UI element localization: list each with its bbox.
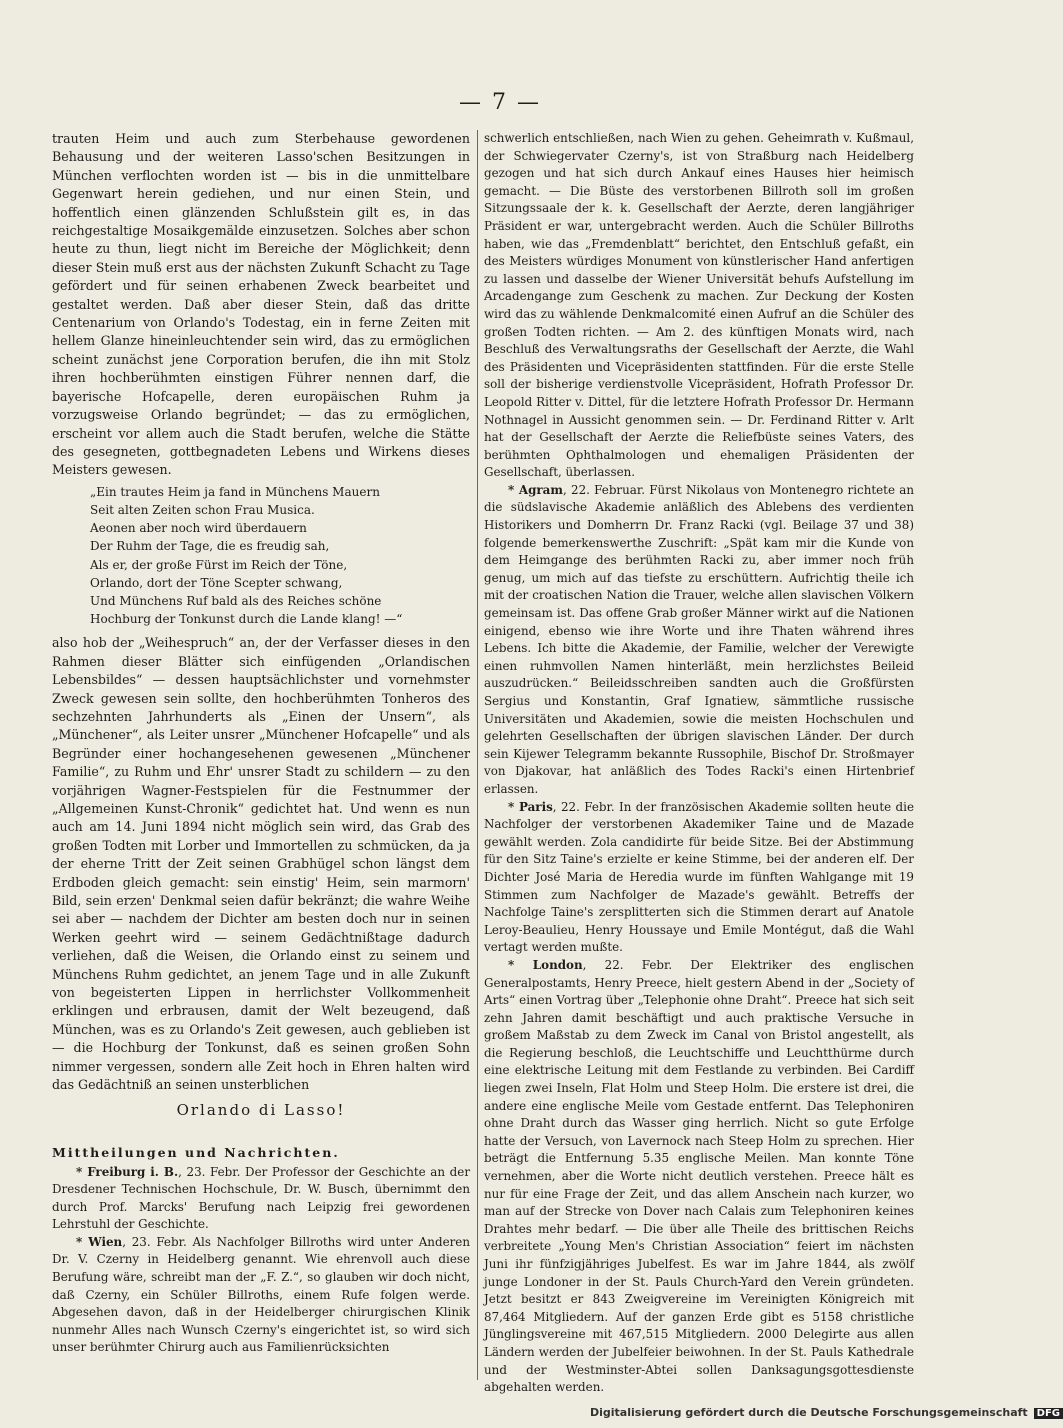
news-place: * Paris [508, 799, 553, 814]
news-item [484, 957, 914, 1397]
poem-line: Der Ruhm der Tage, die es freudig sah, [90, 539, 330, 554]
news-item [52, 1234, 470, 1357]
news-text: , 22. Febr. Der Elektriker des englischen Generalpostamts, Henry Preece, hielt gestern Abend in der „Society of Arts“ einen Vortrag über „Telephonie ohne Draht“. Preece hat sich seit zehn Jahren damit beschäftigt und auch praktische Versuche in großem Maßstab zu dem Zweck im Canal von Bristol angestellt, als die Regierung beschloß, die Leuchtschiffe und Leuchtthürme durch eine elektrische Leitung mit dem Festlande zu verbinden. Bei Cardiff liegen zwei Inseln, Flat Holm und Steep Holm. Die erstere ist drei, die andere eine englische Meile vom Gestade entfernt. Das Telephoniren ohne Draht durch das Wasser ging herrlich. Nicht so gute Erfolge hatte der Versuch, von Lavernock nach Steep Holm zu sprechen. Hier beträgt die Entfernung 5.35 englische Meilen. Man konnte Töne vernehmen, aber die Worte nicht deutlich verstehen. Preece hält es nur für eine Frage der Zeit, und das allem Anschein nach kurzer, wo man auf der Strecke von Dover nach Calais zum Telephoniren keines Drahtes mehr bedarf. — Die über alle Theile des brittischen Reichs verbreitete „Young Men's Christian Association“ feiert im nächsten Juni ihr fünfzigjähriges Jubelfest. Es war im Jahre 1844, als zwölf junge Londoner in der St. Pauls Church-Yard den Verein gründeten. Jetzt besitzt er 843 Zweigvereine im Vereinigten Königreich mit 87,464 Mitgliedern. Auf der ganzen Erde gibt es 5158 christliche Jünglingsvereine mit 467,515 Mitgliedern. 2000 Delegirte aus allen Ländern werden der Jubelfeier beiwohnen. In der St. Pauls Kathedrale und der Westminster-Abtei sollen Danksagungsgottesdienste abgehalten werden. [484, 957, 914, 1395]
footer-text: Digitalisierung gefördert durch die Deutsche Forschungsgemeinschaft [590, 1406, 1028, 1419]
news-place: * Agram [508, 482, 563, 497]
page-number: — 7 — [459, 90, 541, 115]
news-text: , 22. Febr. In der französischen Akademie sollten heute die Nachfolger der verstorbenen Akademiker Taine und de Mazade gewählt werden. Zola candidirte für beide Sitze. Bei der Abstimmung für den Sitz Taine's erzielte er keine Stimme, bei der anderen elf. Der Dichter José Maria de Heredia wurde im fünften Wahlgange mit 19 Stimmen zum Nachfolger de Mazade's gewählt. Betreffs der Nachfolge Taine's zersplitterten sich die Stimmen derart auf Anatole Leroy-Beaulieu, Henry Houssaye und Emile Montégut, daß die Wahl vertagt werden mußte. [484, 799, 914, 955]
news-item [484, 799, 914, 957]
poem [90, 483, 470, 629]
right-column [484, 130, 914, 1397]
poem-line: Hochburg der Tonkunst durch die Lande klang! —“ [90, 612, 403, 627]
continuation-paragraph: schwerlich entschließen, nach Wien zu gehen. Geheimrath v. Kußmaul, der Schwiegervater Czerny's, ist von Straßburg nach Heidelberg gezogen und hat sich durch Ankauf eines Hauses hier heimisch gemacht. — Die Büste des verstorbenen Billroth soll im großen Sitzungssaale der k. k. Gesellschaft der Aerzte, deren langjähriger Präsident er war, untergebracht werden. Auch die Schüler Billroths haben, wie das „Fremdenblatt“ berichtet, den Entschluß gefaßt, ein des Meisters würdiges Monument von künstlerischer Hand anfertigen zu lassen und dasselbe der Wiener Universität behufs Aufstellung im Arcadengange zum Geschenk zu machen. Zur Deckung der Kosten wird das zu wählende Denkmalcomité einen Aufruf an die Schüler des großen Todten richten. — Am 2. des künftigen Monats wird, nach Beschluß des Verwaltungsraths der Gesellschaft der Aerzte, die Wahl des Präsidenten und Vicepräsidenten stattfinden. Für die erste Stelle soll der bisherige verdienstvolle Vicepräsident, Hofrath Professor Dr. Leopold Ritter v. Dittel, für die letztere Hofrath Professor Dr. Hermann Nothnagel in Aussicht genommen sein. — Dr. Ferdinand Ritter v. Arlt hat der Gesellschaft der Aerzte die Reliefbüste seines Vaters, des berühmten Ophthalmologen und ehemaligen Präsidenten der Gesellschaft, überlassen. [484, 131, 914, 480]
poem-line: Aeonen aber noch wird überdauern [90, 521, 307, 536]
closing-line: Orlando di Lasso! [176, 1100, 346, 1119]
poem-line: „Ein trautes Heim ja fand in Münchens Mauern [90, 484, 380, 499]
poem-line: Als er, der große Fürst im Reich der Töne, [90, 557, 348, 572]
news-place: * Wien [76, 1234, 123, 1249]
news-text: , 22. Februar. Fürst Nikolaus von Montenegro richtete an die südslavische Akademie anläßlich des Ablebens des verdienten Historikers und Domherrn Dr. Franz Racki (vgl. Beilage 37 und 38) folgende bemerkenswerthe Zuschrift: „Spät kam mir die Kunde von dem Heimgange des berühmten Racki zu, aber immer noch früh genug, um mich auf das tiefste zu erschüttern. Aufrichtig theile ich mit der croatischen Nation die Trauer, welche allen slavischen Völkern gemeinsam ist. Das offene Grab großer Männer wirkt auf die Nationen einigend, ebenso wie ihre Worte und ihre Thaten während ihres Lebens. Ich bitte die Akademie, der Familie, welcher der Verewigte einen ruhmvollen Namen hinterläßt, mein herzlichstes Beileid auszudrücken.“ Beileidsschreiben sandten auch die Großfürsten Sergius und Konstantin, Graf Ignatiew, sämmtliche russische Universitäten und Akademien, sowie die meisten Hochschulen und gelehrten Gesellschaften der übrigen slavischen Länder. Der durch sein Kijewer Telegramm bekannte Russophile, Bischof Dr. Stroßmayer von Djakovar, hat anläßlich des Todes Racki's einen Hirtenbrief erlassen. [484, 482, 915, 796]
digitization-footer [590, 1406, 1063, 1419]
poem-line: Orlando, dort der Töne Scepter schwang, [90, 575, 343, 590]
news-item [52, 1164, 470, 1234]
section-heading: Mittheilungen und Nachrichten. [52, 1144, 340, 1160]
poem-line: Und Münchens Ruf bald als des Reiches schöne [90, 593, 382, 608]
news-place: * Freiburg i. B. [76, 1164, 179, 1179]
body-paragraph: trauten Heim und auch zum Sterbehause gewordenen Behausung und der weiteren Lasso'schen Besitzungen in München verflochten worden ist — bis in die unmittelbare Gegenwart herein gediehen, und nur einen Stein, und hoffentlich einen glänzenden Schlußstein gilt es, in das reichgestaltige Mosaikgemälde einzusetzen. Solches aber schon heute zu thun, liegt nicht im Bereiche der Möglichkeit; denn dieser Stein muß erst aus der nächsten Zukunft Schacht zu Tage gefördert und für seinen erhabenen Zweck bearbeitet und gestaltet werden. Daß aber dieser Stein, daß das dritte Centenarium von Orlando's Todestag, ein in ferne Zeiten mit hellem Glanze hineinleuchtender sein wird, das zu ermöglichen scheint zunächst jene Corporation berufen, die ihn mit Stolz ihren hochberühmten einstigen Führer nennen darf, die bayerische Hofcapelle, deren europäischen Ruhm ja vorzugsweise Orlando begründet; — das zu ermöglichen, erscheint vor allem auch die Stadt berufen, welche die Stätte des gesegneten, gottbegnadeten Lebens und Wirkens dieses Meisters gewesen. [52, 131, 470, 478]
news-text: , 23. Febr. Der Professor der Geschichte an der Dresdener Technischen Hochschule, Dr. W. Busch, übernimmt den durch Prof. Marcks' Berufung nach Leipzig frei gewordenen Lehrstuhl der Geschichte. [52, 1164, 470, 1232]
column-divider [477, 130, 478, 1380]
dfg-logo-icon: DFG [1034, 1408, 1063, 1419]
news-item [484, 482, 914, 799]
left-column [52, 130, 470, 1357]
news-place: * London [508, 957, 583, 972]
news-text: , 23. Febr. Als Nachfolger Billroths wird unter Anderen Dr. V. Czerny in Heidelberg genannt. Wie ehrenvoll auch diese Berufung wäre, schreibt man der „F. Z.“, so glauben wir doch nicht, daß Czerny, ein Schüler Billroths, einem Rufe folgen werde. Abgesehen davon, daß in der Heidelberger chirurgischen Klinik nunmehr Alles nach Wunsch Czerny's eingerichtet ist, so wird sich unser berühmter Chirurg auch aus Familienrücksichten [52, 1234, 470, 1355]
body-paragraph: also hob der „Weihespruch“ an, der der Verfasser dieses in den Rahmen dieser Blätter sich einfügenden „Orlandischen Lebensbildes“ — dessen hauptsächlichster und vornehmster Zweck gewesen sein sollte, den hochberühmten Tonheros des sechzehnten Jahrhunderts als „Einen der Unsern“, als „Münchener“, als Leiter unsrer „Münchener Hofcapelle“ und als Begründer einer hochangesehenen gewesenen „Münchener Familie“, zu Ruhm und Ehr' unsrer Stadt zu schildern — zu den vorjährigen Wagner-Festspielen für die Festnummer der „Allgemeinen Kunst-Chronik“ gedichtet hat. Und wenn es nun auch am 14. Juni 1894 nicht möglich sein wird, das Grab des großen Todten mit Lorber und Immortellen zu schmücken, da ja der eherne Tritt der Zeit seinen Grabhügel schon längst dem Erdboden gleich gemacht: sein einstig' Heim, sein marmorn' Bild, sein erzen' Denkmal seien dafür bekränzt; die wahre Weihe sei aber — nachdem der Dichter am besten doch nur in seinen Werken geehrt wird — seinem Gedächtnißtage dadurch verliehen, daß die Weisen, die Orlando einst zu seinem und Münchens Ruhm gedichtet, an jenem Tage und in alle Zukunft von begeisterten Lippen in herrlichster Vollkommenheit erklingen und erbrausen, damit der Welt bezeugend, daß München, was es zu Orlando's Zeit gewesen, auch geblieben ist — die Hochburg der Tonkunst, daß es seinen großen Sohn nimmer vergessen, sondern alle Zeit hoch in Ehren halten wird das Gedächtniß an seinen unsterblichen [52, 635, 470, 1093]
poem-line: Seit alten Zeiten schon Frau Musica. [90, 502, 315, 517]
